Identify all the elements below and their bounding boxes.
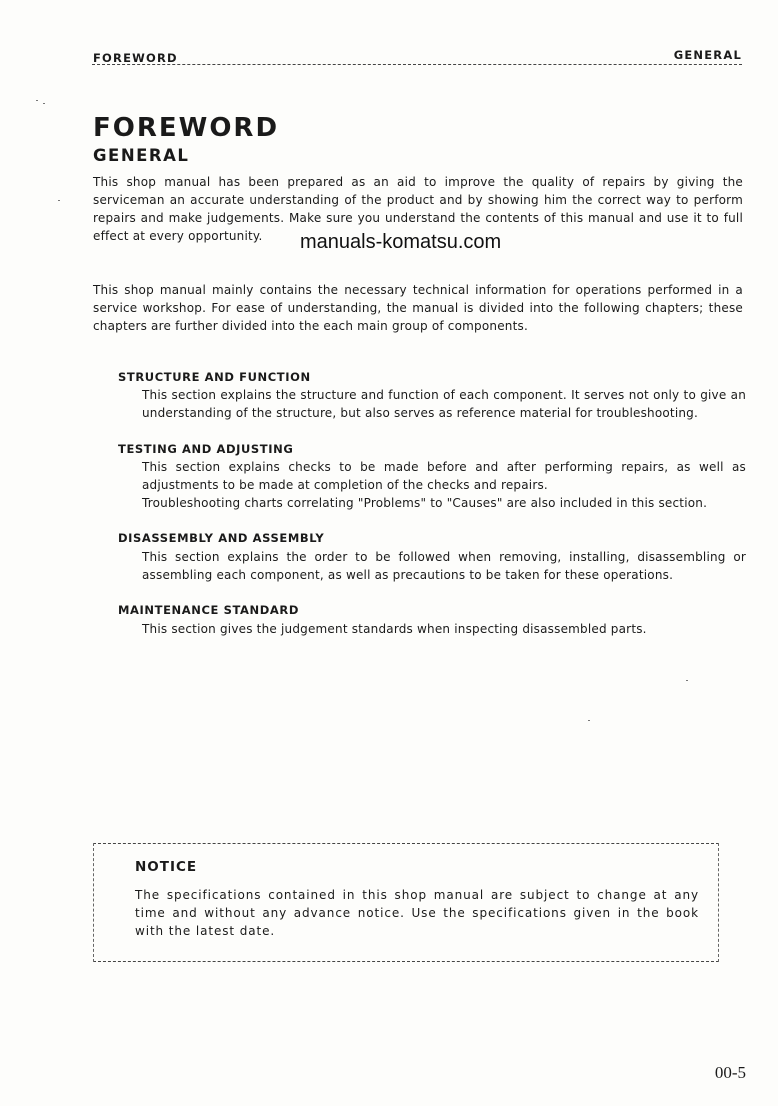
section-body-maintenance: This section gives the judgement standards when inspecting disassembled parts.	[142, 622, 647, 636]
section-body-testing	[142, 458, 746, 512]
scan-speck	[588, 720, 590, 721]
section-heading-structure: STRUCTURE AND FUNCTION	[118, 370, 311, 384]
scan-speck	[686, 680, 688, 681]
page-subtitle: GENERAL	[93, 146, 190, 165]
page-number: 00-5	[714, 1063, 746, 1082]
header-divider	[92, 64, 742, 65]
section-body-disassembly: This section explains the order to be followed when removing, installing, disassembling or assembling each component, as well as precautions to be taken for these operations.	[142, 550, 746, 582]
section-body-structure: This section explains the structure and function of each component. It serves not only to give an understanding of the structure, but also serves as reference material for troubleshooting.	[142, 388, 746, 420]
running-header-left: FOREWORD	[93, 51, 178, 65]
scan-speck	[43, 103, 45, 104]
intro-paragraph: This shop manual mainly contains the necessary technical information for operations performed in a service workshop. For ease of understanding, the manual is divided into the following chapters; these chapters are further divided into the each main group of components.	[93, 283, 743, 333]
section-heading-maintenance: MAINTENANCE STANDARD	[118, 603, 300, 617]
section-body-text: This section explains checks to be made before and after performing repairs, as well as adjustments to be made at completion of the checks and repairs.	[142, 460, 746, 492]
scan-speck	[36, 100, 38, 101]
scan-speck	[58, 200, 60, 201]
intro-paragraph: This shop manual has been prepared as an aid to improve the quality of repairs by giving the serviceman an accurate understanding of the product and by showing him the correct way to perform repairs and make judgements. Make sure you understand the contents of this manual and use it to full effect at every opportunity.	[93, 175, 743, 243]
notice-body: The specifications contained in this shop manual are subject to change at any time and without any advance notice. Use the specifications given in the book with the latest date.	[135, 888, 699, 938]
notice-heading: NOTICE	[135, 859, 198, 875]
section-heading-testing: TESTING AND ADJUSTING	[118, 442, 294, 456]
page-title: FOREWORD	[93, 113, 280, 143]
section-heading-disassembly: DISASSEMBLY AND ASSEMBLY	[118, 531, 325, 545]
watermark-text: manuals-komatsu.com	[296, 231, 505, 254]
section-body-text: Troubleshooting charts correlating "Problems" to "Causes" are also included in this section.	[142, 496, 708, 510]
running-header-right: GENERAL	[673, 48, 742, 62]
